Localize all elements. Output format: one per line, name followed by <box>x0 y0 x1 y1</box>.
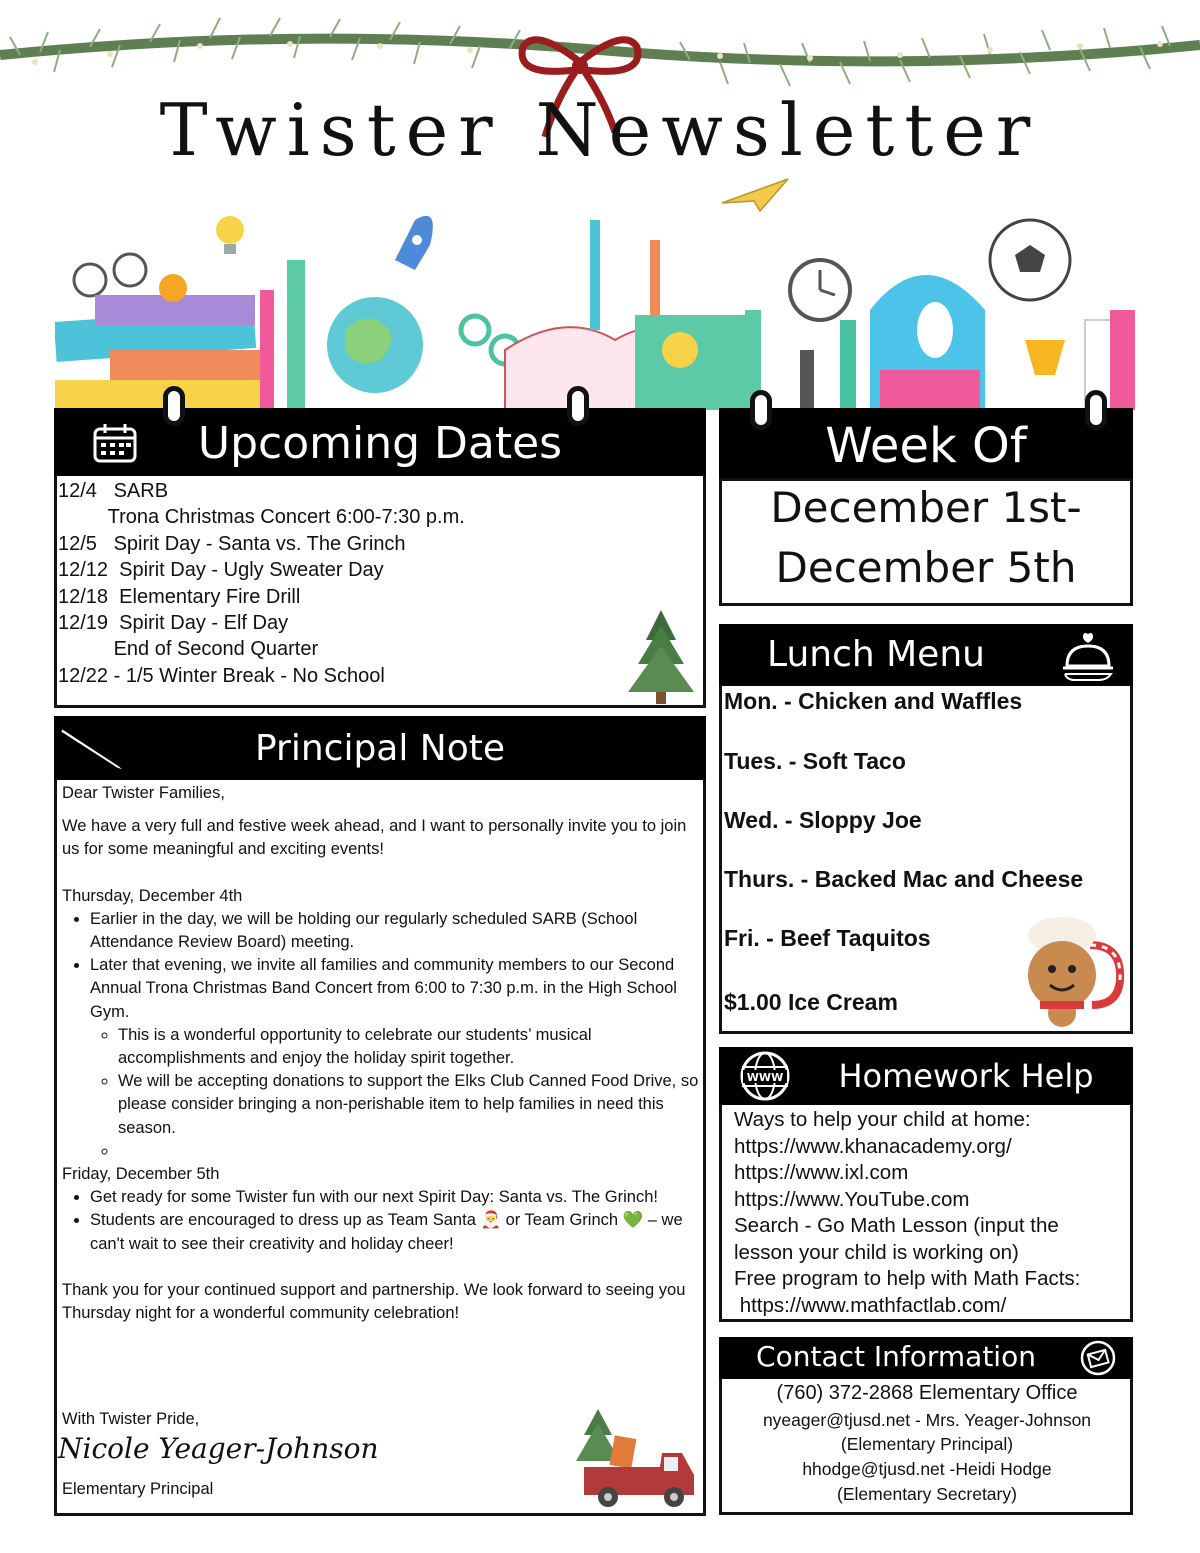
newsletter-title: Twister Newsletter <box>159 88 1041 172</box>
contact-email-secretary[interactable]: hhodge@tjusd.net -Heidi Hodge <box>802 1459 1052 1479</box>
homework-help-title: Homework Help <box>838 1057 1094 1095</box>
note-bullet: • Earlier in the day, we will be holding our regularly scheduled SARB (School Attendance Review Board) meeting. <box>90 908 702 954</box>
binder-ring <box>163 386 185 426</box>
lunch-item: Fri. - Beef Taquitos <box>724 925 931 951</box>
note-sub-bullet-empty <box>118 1140 702 1163</box>
contact-header <box>719 1337 1133 1379</box>
lunch-item: Mon. - Chicken and Waffles <box>724 688 1023 714</box>
note-sub-list <box>90 1024 702 1163</box>
note-intro: We have a very full and festive week ahead, and I want to personally invite you to join us for some meaningful and exciting events! <box>62 817 687 859</box>
homework-line: Search - Go Math Lesson (input the <box>734 1214 1059 1237</box>
upcoming-dates-title: Upcoming Dates <box>197 418 563 469</box>
contact-role-secretary: (Elementary Secretary) <box>837 1484 1017 1504</box>
note-thursday-list <box>62 908 702 1163</box>
week-of-panel <box>719 478 1133 606</box>
pen-icon <box>58 722 130 774</box>
note-friday-list <box>62 1186 702 1256</box>
lunch-item: Tues. - Soft Taco <box>724 748 906 774</box>
date-item: End of Second Quarter <box>58 638 319 661</box>
week-of-start: December 1st- <box>770 483 1082 532</box>
contact-phone: (760) 372-2868 Elementary Office <box>776 1382 1078 1404</box>
note-bullet: • Get ready for some Twister fun with our next Spirit Day: Santa vs. The Grinch! <box>90 1186 702 1209</box>
note-day-friday: Friday, December 5th <box>62 1165 220 1184</box>
svg-text:WWW: WWW <box>746 1071 784 1084</box>
week-of-title: Week Of <box>825 418 1027 474</box>
date-item: 12/5 Spirit Day - Santa vs. The Grinch <box>58 532 406 555</box>
upcoming-dates-header <box>54 408 706 476</box>
gingerbread-cocoa-icon <box>1010 905 1125 1030</box>
lunch-item: Thurs. - Backed Mac and Cheese <box>724 866 1084 892</box>
school-supplies-illustration <box>55 200 1135 410</box>
binder-ring <box>1085 390 1107 430</box>
principal-note-header <box>54 716 706 780</box>
note-signoff: With Twister Pride, <box>62 1410 200 1428</box>
envelope-icon <box>1079 1340 1117 1376</box>
date-item: 12/4 SARB <box>58 480 169 502</box>
contact-details <box>722 1380 1132 1506</box>
christmas-truck-icon <box>570 1405 700 1513</box>
homework-line: lesson your child is working on) <box>734 1240 1019 1264</box>
principal-signature: Nicole Yeager-Johnson <box>58 1432 379 1465</box>
homework-line: Free program to help with Math Facts: <box>734 1267 1081 1290</box>
note-sub-bullet: ◦ This is a wonderful opportunity to celebrate our students’ musical accomplishments and enjoy the holiday spirit together. <box>118 1024 702 1070</box>
homework-help-list <box>734 1107 1080 1319</box>
lunch-item: $1.00 Ice Cream <box>724 989 898 1015</box>
binder-ring <box>750 390 772 430</box>
note-bullet <box>90 954 702 1163</box>
note-day-thursday: Thursday, December 4th <box>62 886 243 905</box>
homework-link[interactable]: https://www.khanacademy.org/ <box>734 1134 1012 1158</box>
principal-note-body <box>62 782 702 1325</box>
globe-web-icon <box>739 1050 791 1102</box>
food-tray-icon <box>1059 632 1117 682</box>
note-sub-bullet: ◦ We will be accepting donations to support the Elks Club Canned Food Drive, so please consider bringing a non-perishable item to help families in need this season. <box>118 1070 702 1140</box>
homework-line: Ways to help your child at home: <box>734 1108 1031 1131</box>
lunch-menu-title: Lunch Menu <box>767 634 985 675</box>
date-item: 12/22 - 1/5 Winter Break - No School <box>58 664 385 687</box>
contact-role-principal: (Elementary Principal) <box>840 1434 1014 1454</box>
homework-link[interactable]: https://www.YouTube.com <box>734 1187 970 1211</box>
homework-help-header <box>719 1047 1133 1105</box>
note-bullet-text: Later that evening, we invite all families and community members to our Second Annual Trona Christmas Band Concert from 6:00 to 7:30 p.m. in the High School Gym. <box>90 956 677 1021</box>
contact-title: Contact Information <box>756 1340 1036 1373</box>
date-item: 12/18 Elementary Fire Drill <box>58 585 301 608</box>
note-bullet: • Students are encouraged to dress up as Team Santa 🎅 or Team Grinch 💚 – we can't wait to see their creativity and holiday cheer! <box>90 1209 702 1255</box>
note-greeting: Dear Twister Families, <box>62 784 225 802</box>
contact-email-principal[interactable]: nyeager@tjusd.net - Mrs. Yeager-Johnson <box>762 1410 1092 1430</box>
calendar-icon <box>92 422 138 464</box>
binder-ring <box>567 386 589 426</box>
date-item: 12/12 Spirit Day - Ugly Sweater Day <box>58 559 384 582</box>
note-closing: Thank you for your continued support and partnership. We look forward to seeing you Thursday night for a wonderful community celebration! <box>62 1280 686 1323</box>
homework-link[interactable]: https://www.ixl.com <box>734 1161 909 1184</box>
lunch-menu-header <box>719 624 1133 686</box>
note-role: Elementary Principal <box>62 1480 214 1498</box>
lunch-item: Wed. - Sloppy Joe <box>724 807 922 833</box>
date-item: Trona Christmas Concert 6:00-7:30 p.m. <box>58 506 465 529</box>
homework-link[interactable]: https://www.mathfactlab.com/ <box>734 1293 1007 1317</box>
week-of-header <box>719 408 1133 478</box>
week-of-end: December 5th <box>775 543 1077 592</box>
principal-note-title: Principal Note <box>254 728 506 769</box>
upcoming-dates-list <box>58 478 465 689</box>
date-item: 12/19 Spirit Day - Elf Day <box>58 612 289 635</box>
